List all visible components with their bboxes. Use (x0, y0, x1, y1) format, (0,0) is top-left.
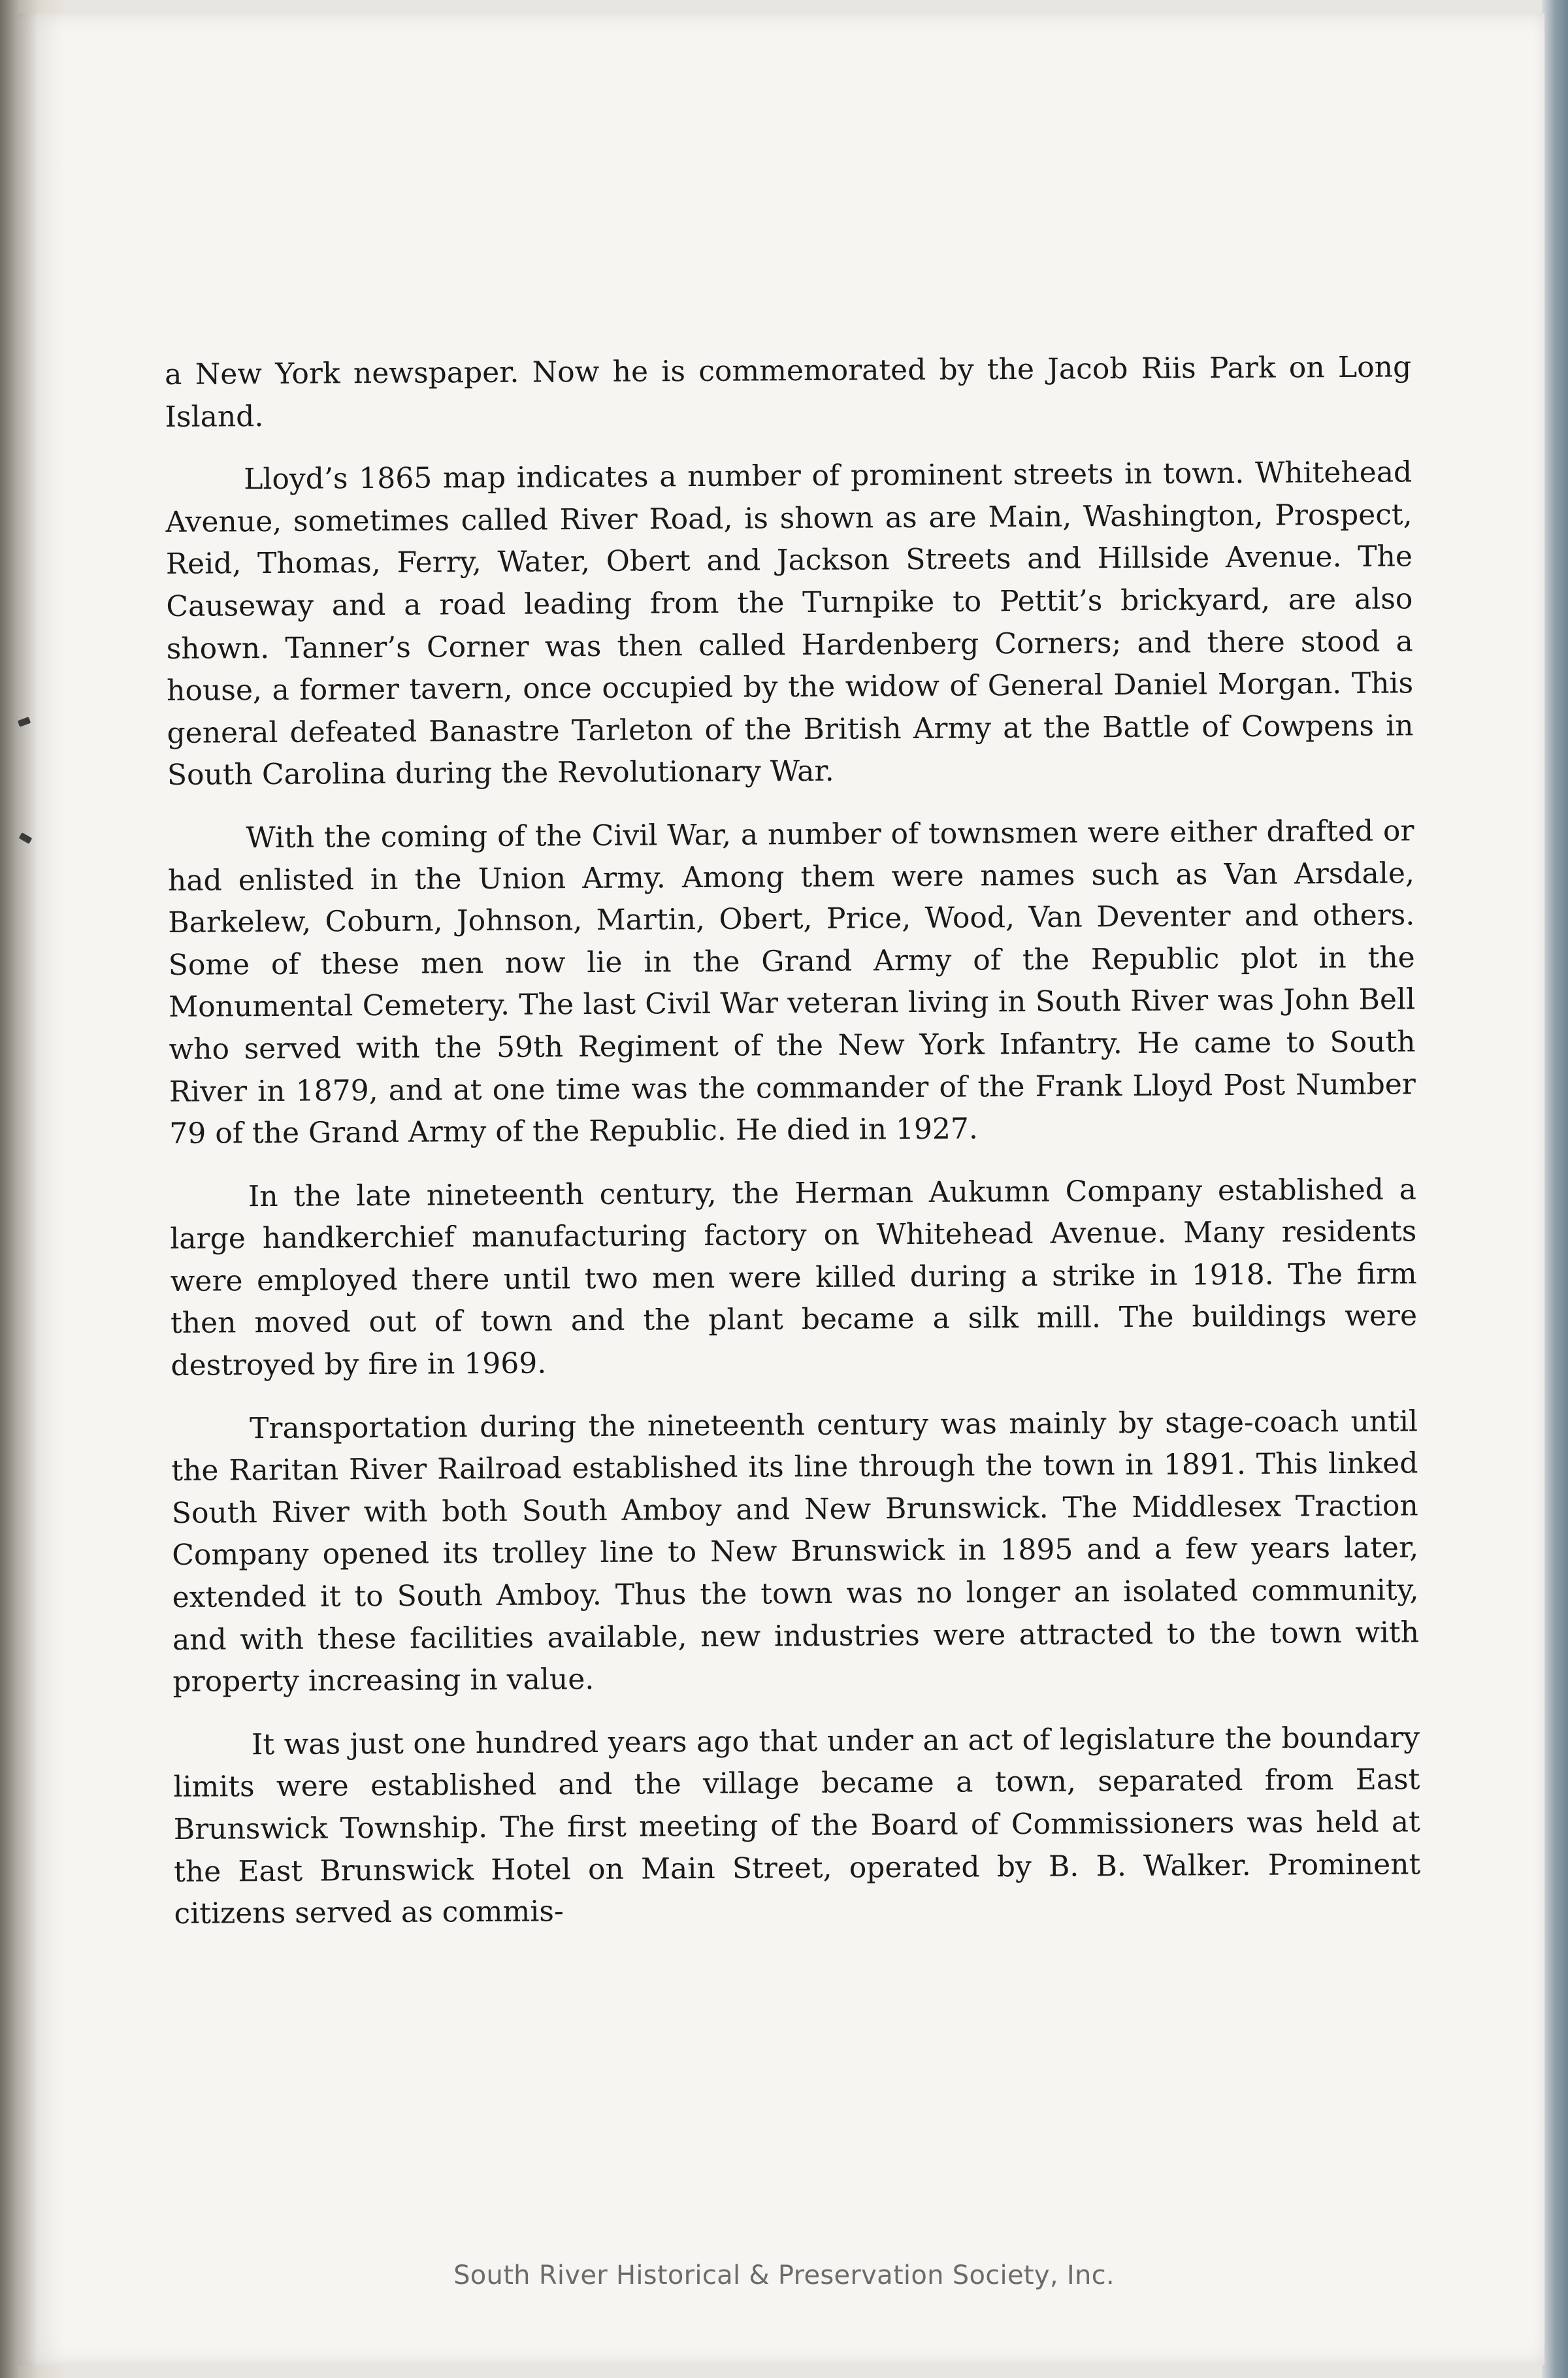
book-cover-edge (1542, 0, 1568, 2378)
paragraph-1: a New York newspaper. Now he is commemorated by the Jacob Riis Park on Long Island. (165, 350, 1412, 434)
paragraph-2: Lloyd’s 1865 map indicates a number of prominent streets in town. Whitehead Avenue, sometimes called River Road, is shown as are Main, Washington, Prospect, Reid, Thomas, Ferry, Water, Obert and Jackson Streets and Hillside Avenue. The Causeway and a road leading from the Turnpike to Pettit’s brickyard, are also shown. Tanner’s Corner was then called Hardenberg Corners; and there stood a house, a former tavern, once occupied by the widow of General Daniel Morgan. This general defeated Banastre Tarleton of the British Army at the Battle of Cowpens in South Carolina during the Revolutionary War. (165, 455, 1414, 792)
paragraph-6: It was just one hundred years ago that under an act of legislature the boundary limits were established and the village became a town, separated from East Brunswick Township. The first meeting of the Board of Commissioners was held at the East Brunswick Hotel on Main Street, operated by B. B. Walker. Prominent citizens served as commis- (173, 1721, 1421, 1931)
page-gutter-shadow (18, 13, 64, 2365)
watermark-footer: South River Historical & Preservation Society, Inc. (453, 2260, 1115, 2290)
paragraph-5: Transportation during the nineteenth century was mainly by stage-coach until the Raritan River Railroad established its line through the town in 1891. This linked South River with both South Amboy and New Brunswick. The Middlesex Traction Company opened its trolley line to New Brunswick in 1895 and a few years later, extended it to South Amboy. Thus the town was no longer an isolated community, and with these facilities available, new industries were attracted to the town with property increasing in value. (171, 1404, 1420, 1699)
paragraph-4: In the late nineteenth century, the Herman Aukumn Company established a large handkerchief manufacturing factory on Whitehead Avenue. Many residents were employed there until two men were killed during a strike in 1918. The firm then moved out of town and the plant became a silk mill. The buildings were destroyed by fire in 1969. (170, 1173, 1418, 1383)
body-text (165, 346, 1421, 1956)
paragraph-3: With the coming of the Civil War, a number of townsmen were either drafted or had enlisted in the Union Army. Among them were names such as Van Arsdale, Barkelew, Coburn, Johnson, Martin, Obert, Price, Wood, Van Deventer and others. Some of these men now lie in the Grand Army of the Republic plot in the Monumental Cemetery. The last Civil War veteran living in South River was John Bell who served with the 59th Regiment of the New York Infantry. He came to South River in 1879, and at one time was the commander of the Frank Lloyd Post Number 79 of the Grand Army of the Republic. He died in 1927. (167, 814, 1416, 1151)
